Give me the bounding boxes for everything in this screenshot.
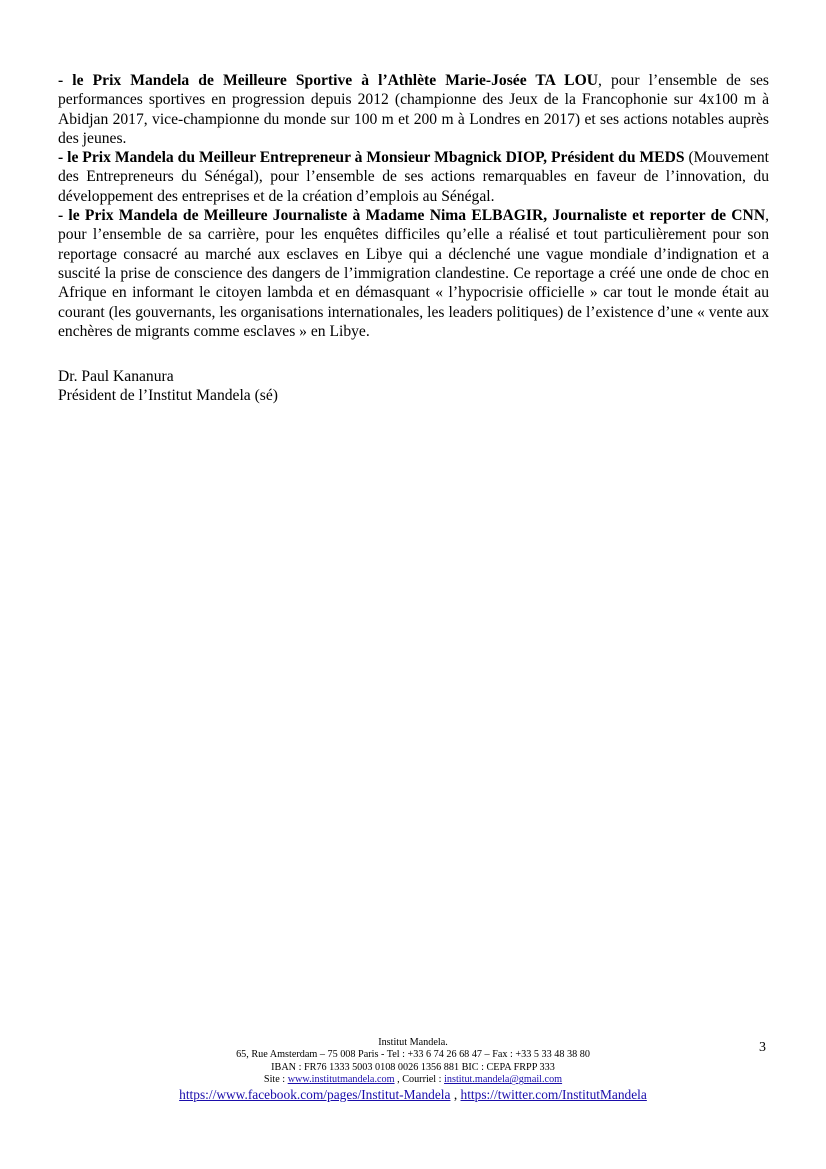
award-paragraph-entrepreneur (58, 148, 769, 206)
signature-title: Président de l’Institut Mandela (sé) (58, 387, 278, 405)
document-body (58, 71, 769, 341)
footer-mail-link[interactable]: institut.mandela@gmail.com (444, 1074, 563, 1086)
footer-social-separator: , (450, 1086, 461, 1102)
footer-org-name: Institut Mandela. (378, 1037, 448, 1048)
award-text-journaliste: , pour l’ensemble de sa carrière, pour les enquêtes difficiles qu’elle a réalisé et tout particulièrement pour son reportage consacré au marché aux esclaves en Libye qui a déclenché une vague mondiale d’indignation et a suscité la prise de conscience des dangers de l’immigration clandestine. Ce reportage a créé une onde de choc en Afrique en informant le citoyen lambda et en démasquant « l’hypocrisie officielle » car tout le monde était au courant (les gouvernants, les organisations internationales, les leaders politiques) de l’existence d’une « vente aux enchères de migrants comme esclaves » en Libye. (58, 207, 769, 340)
award-paragraph-sportive (58, 71, 769, 148)
award-title-entrepreneur: - le Prix Mandela du Meilleur Entrepreneur à Monsieur Mbagnick DIOP, Président du MEDS (58, 149, 685, 167)
award-title-journaliste: - le Prix Mandela de Meilleure Journaliste à Madame Nima ELBAGIR, Journaliste et reporter de CNN (58, 207, 766, 225)
footer-bank-details: IBAN : FR76 1333 5003 0108 0026 1356 881 BIC : CEPA FRPP 333 (271, 1061, 555, 1073)
footer-site-label: Site : (263, 1074, 288, 1086)
page-number: 3 (759, 1040, 766, 1055)
footer-mail-label: , Courriel : (394, 1074, 445, 1086)
award-text-sportive: , pour l’ensemble de ses performances sportives en progression depuis 2012 (championne des Jeux de la Francophonie sur 4x100 m à Abidjan 2017, vice-championne du monde sur 100 m et 200 m à Londres en 2017) et ses actions notables auprès des jeunes. (58, 72, 769, 147)
award-paragraph-journaliste (58, 206, 769, 341)
footer-contact-line (150, 1074, 676, 1086)
facebook-link[interactable]: https://www.facebook.com/pages/Institut-Mandela (179, 1086, 451, 1102)
award-text-entrepreneur: (Mouvement des Entrepreneurs du Sénégal), pour l’ensemble de ses actions remarquables en faveur de l’innovation, du développement des entreprises et de la création d’emplois au Sénégal. (58, 149, 769, 205)
signature-name: Dr. Paul Kananura (58, 368, 174, 385)
award-title-sportive: - le Prix Mandela de Meilleure Sportive à l’Athlète Marie-Josée TA LOU (58, 72, 598, 89)
footer-social-line (150, 1087, 676, 1103)
footer-site-link[interactable]: www.institutmandela.com (287, 1074, 395, 1086)
signature-block (58, 367, 278, 406)
twitter-link[interactable]: https://twitter.com/InstitutMandela (460, 1086, 647, 1102)
page-footer (150, 1037, 676, 1103)
footer-address: 65, Rue Amsterdam – 75 008 Paris - Tel : +33 6 74 26 68 47 – Fax : +33 5 33 48 38 80 (236, 1049, 590, 1061)
